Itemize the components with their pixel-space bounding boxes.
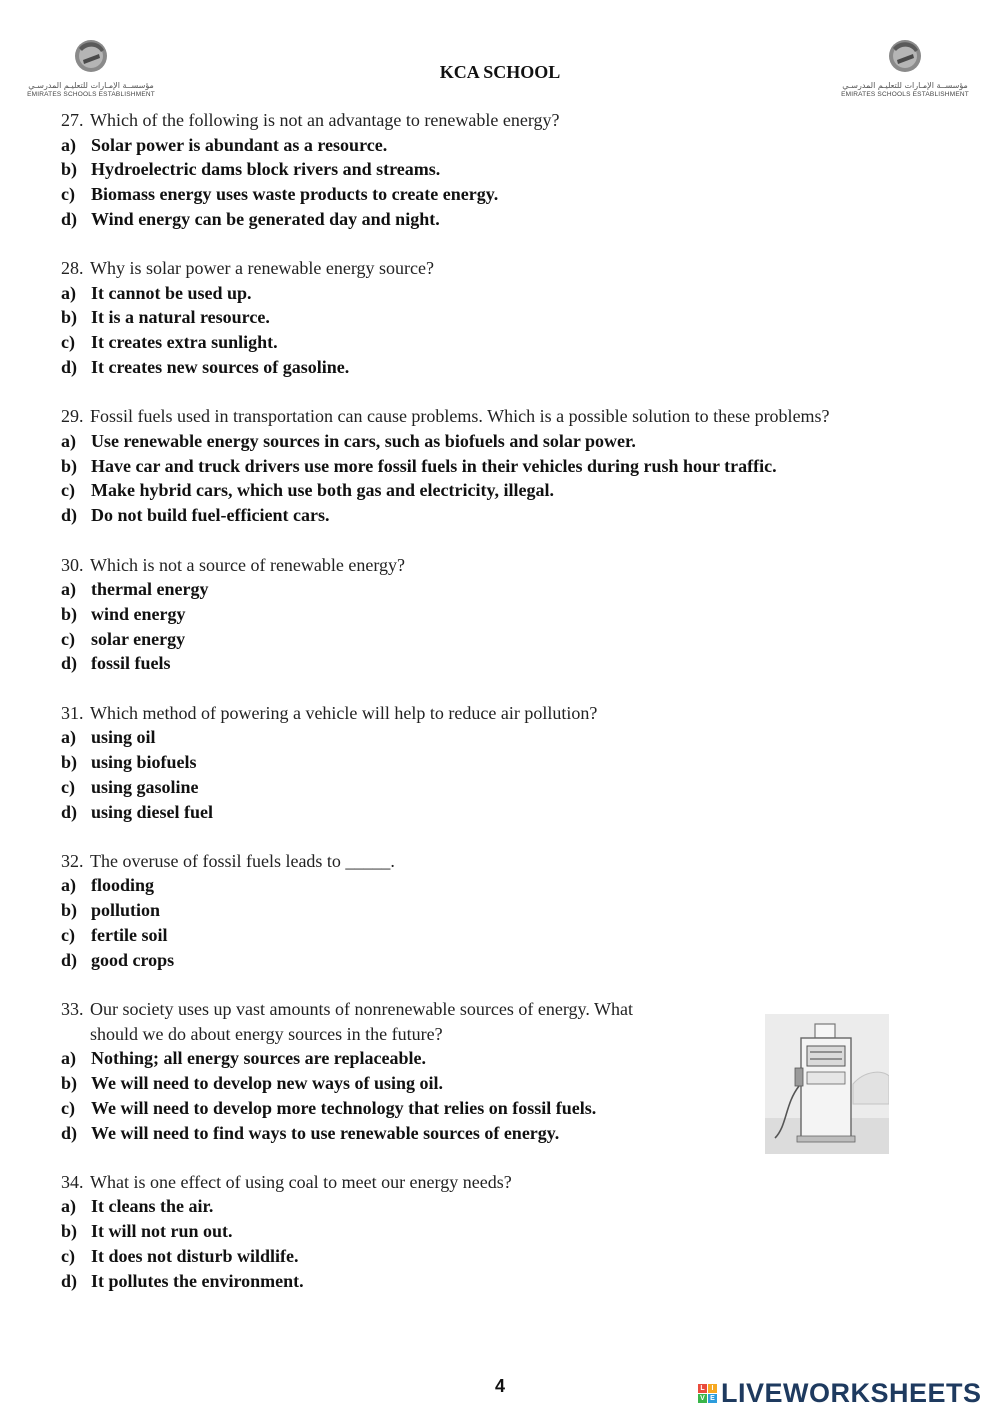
option-letter: d) [61, 1122, 78, 1143]
question-number: 34. [61, 1171, 84, 1192]
question-number: 32. [61, 850, 84, 871]
answer-option[interactable] [61, 207, 941, 232]
option-letter: b) [61, 159, 78, 180]
question-32 [61, 849, 941, 973]
option-text: We will need to find ways to use renewable sources of energy. [91, 1122, 560, 1143]
option-text: Have car and truck drivers use more fossil fuels in their vehicles during rush hour traffic. [91, 455, 777, 476]
option-text: fertile soil [91, 925, 168, 946]
question-31 [61, 701, 941, 825]
logo-english-text: EMIRATES SCHOOLS ESTABLISHMENT [27, 91, 155, 98]
option-letter: c) [61, 925, 75, 946]
option-text: It cleans the air. [91, 1196, 214, 1217]
answer-option[interactable] [61, 651, 941, 676]
option-letter: b) [61, 1072, 78, 1093]
option-text: Hydroelectric dams block rivers and streams. [91, 159, 441, 180]
answer-option[interactable] [61, 923, 941, 948]
option-text: We will need to develop new ways of using oil. [91, 1072, 444, 1093]
question-text-continued: should we do about energy sources in the future? [90, 1023, 443, 1044]
answer-option[interactable] [61, 1194, 941, 1219]
option-letter: b) [61, 900, 78, 921]
logo-arabic-text: مؤسســة الإمـارات للتعليـم المدرسـي [842, 81, 968, 90]
option-text: fossil fuels [91, 653, 171, 674]
option-letter: c) [61, 184, 75, 205]
option-letter: c) [61, 480, 75, 501]
option-letter: d) [61, 1270, 78, 1291]
option-letter: a) [61, 430, 76, 451]
option-letter: d) [61, 505, 78, 526]
option-text: It cannot be used up. [91, 282, 252, 303]
option-letter: a) [61, 1196, 76, 1217]
question-text: Which method of powering a vehicle will help to reduce air pollution? [90, 702, 598, 723]
answer-option[interactable] [61, 800, 941, 825]
option-text: solar energy [91, 628, 186, 649]
option-letter: c) [61, 1097, 75, 1118]
question-34 [61, 1170, 941, 1294]
question-text: Our society uses up vast amounts of nonrenewable sources of energy. What [90, 999, 634, 1020]
option-letter: a) [61, 579, 76, 600]
question-text: Why is solar power a renewable energy source? [90, 258, 435, 279]
liveworksheets-watermark [698, 1378, 982, 1409]
answer-option[interactable] [61, 478, 941, 503]
school-logo-right [840, 34, 970, 98]
answer-option[interactable] [61, 133, 941, 158]
badge-letter-i: I [708, 1384, 717, 1393]
question-text: Which of the following is not an advantage to renewable energy? [90, 110, 560, 130]
option-text: using diesel fuel [91, 801, 214, 822]
option-text: thermal energy [91, 579, 209, 600]
option-text: Nothing; all energy sources are replaceable. [91, 1048, 426, 1069]
option-letter: b) [61, 307, 78, 328]
answer-option[interactable] [61, 305, 941, 330]
option-text: Solar power is abundant as a resource. [91, 134, 388, 155]
option-letter: a) [61, 282, 76, 303]
answer-option[interactable] [61, 330, 941, 355]
liveworksheets-logo-icon [698, 1384, 717, 1403]
option-letter: c) [61, 628, 75, 649]
option-letter: d) [61, 208, 78, 229]
badge-letter-v: V [698, 1394, 707, 1403]
answer-option[interactable] [61, 948, 941, 973]
question-number: 29. [61, 406, 84, 427]
answer-option[interactable] [61, 602, 941, 627]
option-letter: a) [61, 875, 76, 896]
question-number: 28. [61, 258, 84, 279]
answer-option[interactable] [61, 1244, 941, 1269]
question-number: 33. [61, 999, 84, 1020]
option-text: It does not disturb wildlife. [91, 1245, 299, 1266]
answer-option[interactable] [61, 355, 941, 380]
question-text: Which is not a source of renewable energy? [90, 554, 406, 575]
watermark-text: LIVEWORKSHEETS [721, 1378, 982, 1408]
question-number: 27. [61, 110, 84, 130]
option-text: using gasoline [91, 776, 199, 797]
option-text: good crops [91, 949, 175, 970]
option-letter: b) [61, 455, 78, 476]
answer-option[interactable] [61, 898, 941, 923]
question-28 [61, 256, 941, 380]
question-text: Fossil fuels used in transportation can cause problems. Which is a possible solution to these problems? [90, 406, 830, 427]
option-letter: a) [61, 727, 76, 748]
option-text: Make hybrid cars, which use both gas and electricity, illegal. [91, 480, 554, 501]
option-text: It pollutes the environment. [91, 1270, 304, 1291]
answer-option[interactable] [61, 454, 941, 479]
option-text: It is a natural resource. [91, 307, 270, 328]
answer-option[interactable] [61, 1219, 941, 1244]
answer-option[interactable] [61, 775, 941, 800]
option-letter: c) [61, 332, 75, 353]
option-text: Biomass energy uses waste products to create energy. [91, 184, 499, 205]
answer-option[interactable] [61, 750, 941, 775]
page-number: 4 [494, 1376, 505, 1396]
option-text: Wind energy can be generated day and night. [91, 208, 440, 229]
option-letter: a) [61, 1048, 76, 1069]
answer-option[interactable] [61, 725, 941, 750]
option-letter: d) [61, 357, 78, 378]
option-letter: d) [61, 949, 78, 970]
gas-pump-illustration [765, 1014, 889, 1154]
answer-option[interactable] [61, 281, 941, 306]
option-letter: c) [61, 776, 75, 797]
question-30 [61, 553, 941, 677]
option-text: Use renewable energy sources in cars, such as biofuels and solar power. [91, 430, 636, 451]
badge-letter-e: E [708, 1394, 717, 1403]
taleem-logo-icon [885, 34, 925, 74]
option-letter: a) [61, 134, 76, 155]
option-text: It will not run out. [91, 1221, 233, 1242]
option-text: Do not build fuel-efficient cars. [91, 505, 330, 526]
option-letter: b) [61, 1221, 78, 1242]
option-letter: b) [61, 603, 78, 624]
option-letter: d) [61, 801, 78, 822]
question-text: What is one effect of using coal to meet our energy needs? [90, 1171, 512, 1192]
answer-option[interactable] [61, 182, 941, 207]
badge-letter-l: L [698, 1384, 707, 1393]
answer-option[interactable] [61, 873, 941, 898]
option-text: It creates extra sunlight. [91, 332, 278, 353]
option-text: using biofuels [91, 752, 197, 773]
option-text: pollution [91, 900, 161, 921]
answer-option[interactable] [61, 429, 941, 454]
option-letter: b) [61, 752, 78, 773]
question-27 [61, 108, 941, 232]
logo-arabic-text: مؤسســة الإمـارات للتعليـم المدرسـي [28, 81, 154, 90]
question-number: 31. [61, 702, 84, 723]
option-text: wind energy [91, 603, 186, 624]
option-letter: c) [61, 1245, 75, 1266]
logo-english-text: EMIRATES SCHOOLS ESTABLISHMENT [841, 91, 969, 98]
option-text: We will need to develop more technology that relies on fossil fuels. [91, 1097, 597, 1118]
option-text: using oil [91, 727, 156, 748]
option-letter: d) [61, 653, 78, 674]
question-number: 30. [61, 554, 84, 575]
option-text: flooding [91, 875, 155, 896]
option-text: It creates new sources of gasoline. [91, 357, 350, 378]
school-title: KCA SCHOOL [439, 62, 561, 82]
answer-option[interactable] [61, 503, 941, 528]
question-29 [61, 404, 941, 528]
answer-option[interactable] [61, 1269, 941, 1294]
answer-option[interactable] [61, 577, 941, 602]
answer-option[interactable] [61, 627, 941, 652]
question-text: The overuse of fossil fuels leads to _____. [90, 850, 395, 871]
answer-option[interactable] [61, 157, 941, 182]
